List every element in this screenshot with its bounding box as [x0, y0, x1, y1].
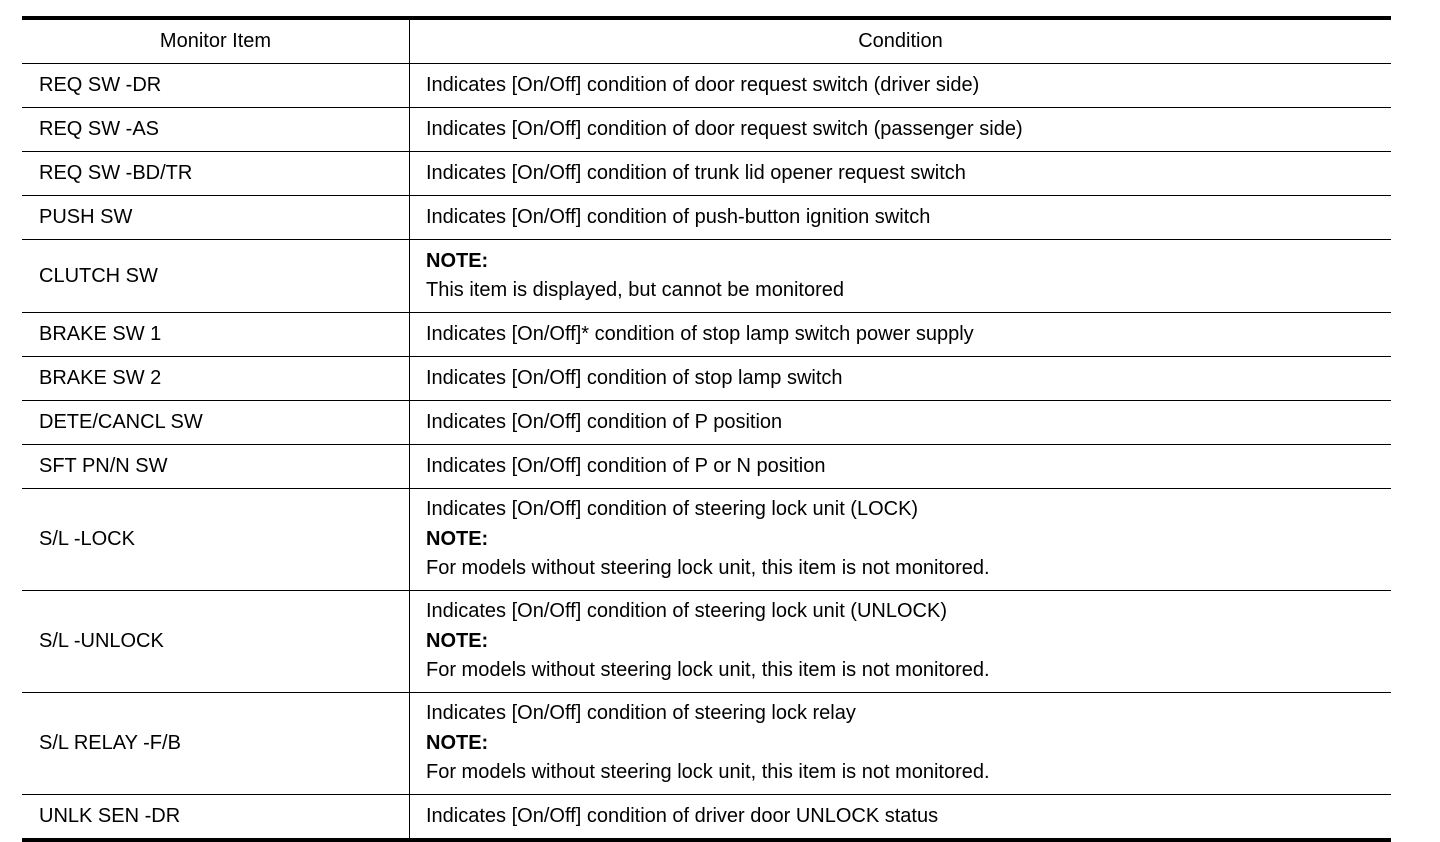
condition-cell: [410, 108, 1392, 152]
condition-text: Indicates [On/Off] condition of trunk lid opener request switch: [426, 161, 966, 184]
condition-text: Indicates [On/Off] condition of steering lock relay: [426, 702, 856, 725]
condition-text: Indicates [On/Off] condition of door request switch (passenger side): [426, 117, 1023, 140]
condition-text: Indicates [On/Off] condition of driver door UNLOCK status: [426, 804, 939, 827]
table-header-row: [22, 18, 1391, 64]
condition-text: This item is displayed, but cannot be monitored: [426, 279, 844, 301]
condition-text: For models without steering lock unit, this item is not monitored.: [426, 761, 990, 784]
condition-text: Indicates [On/Off] condition of steering lock unit (UNLOCK): [426, 600, 947, 623]
table-row: [22, 196, 1391, 240]
table-row: [22, 64, 1391, 108]
table-row: [22, 357, 1391, 401]
condition-text: Indicates [On/Off] condition of P position: [426, 410, 783, 433]
monitor-item-cell: S/L -UNLOCK: [22, 591, 410, 693]
condition-cell: [410, 693, 1392, 795]
condition-cell: [410, 196, 1392, 240]
monitor-item-cell: REQ SW -AS: [22, 108, 410, 152]
monitor-item-cell: REQ SW -DR: [22, 64, 410, 108]
table-row: [22, 489, 1391, 591]
monitor-item-table: [22, 16, 1391, 842]
condition-cell: [410, 445, 1392, 489]
note-label: NOTE:: [426, 527, 489, 550]
condition-cell: [410, 64, 1392, 108]
note-label: NOTE:: [426, 731, 489, 754]
condition-text: Indicates [On/Off] condition of stop lamp switch: [426, 366, 843, 389]
monitor-item-cell: SFT PN/N SW: [22, 445, 410, 489]
monitor-item-cell: PUSH SW: [22, 196, 410, 240]
header-condition: Condition: [410, 18, 1392, 64]
note-label: NOTE:: [426, 629, 489, 652]
condition-cell: [410, 401, 1392, 445]
condition-text: Indicates [On/Off] condition of door request switch (driver side): [426, 73, 980, 96]
table-row: [22, 591, 1391, 693]
table-row: [22, 313, 1391, 357]
condition-cell: [410, 313, 1392, 357]
table-row: [22, 693, 1391, 795]
monitor-item-cell: BRAKE SW 1: [22, 313, 410, 357]
table-row: [22, 445, 1391, 489]
table-row: [22, 401, 1391, 445]
monitor-item-cell: S/L RELAY -F/B: [22, 693, 410, 795]
condition-text: Indicates [On/Off] condition of push-button ignition switch: [426, 205, 931, 228]
condition-cell: [410, 489, 1392, 591]
table-row: [22, 240, 1391, 313]
condition-text: For models without steering lock unit, this item is not monitored.: [426, 659, 990, 682]
monitor-item-cell: BRAKE SW 2: [22, 357, 410, 401]
note-label: NOTE:: [426, 249, 489, 272]
table-row: [22, 108, 1391, 152]
condition-cell: [410, 795, 1392, 841]
monitor-item-cell: UNLK SEN -DR: [22, 795, 410, 841]
condition-cell: [410, 240, 1392, 313]
table-row: [22, 152, 1391, 196]
condition-text: Indicates [On/Off] condition of P or N position: [426, 454, 826, 477]
monitor-item-cell: DETE/CANCL SW: [22, 401, 410, 445]
condition-cell: [410, 591, 1392, 693]
condition-cell: [410, 357, 1392, 401]
table-row: [22, 795, 1391, 841]
condition-text: Indicates [On/Off]* condition of stop lamp switch power supply: [426, 322, 974, 345]
monitor-item-cell: S/L -LOCK: [22, 489, 410, 591]
monitor-item-cell: CLUTCH SW: [22, 240, 410, 313]
condition-text: Indicates [On/Off] condition of steering lock unit (LOCK): [426, 498, 919, 521]
condition-cell: [410, 152, 1392, 196]
condition-text: For models without steering lock unit, this item is not monitored.: [426, 557, 990, 580]
header-monitor-item: Monitor Item: [22, 18, 410, 64]
monitor-item-cell: REQ SW -BD/TR: [22, 152, 410, 196]
